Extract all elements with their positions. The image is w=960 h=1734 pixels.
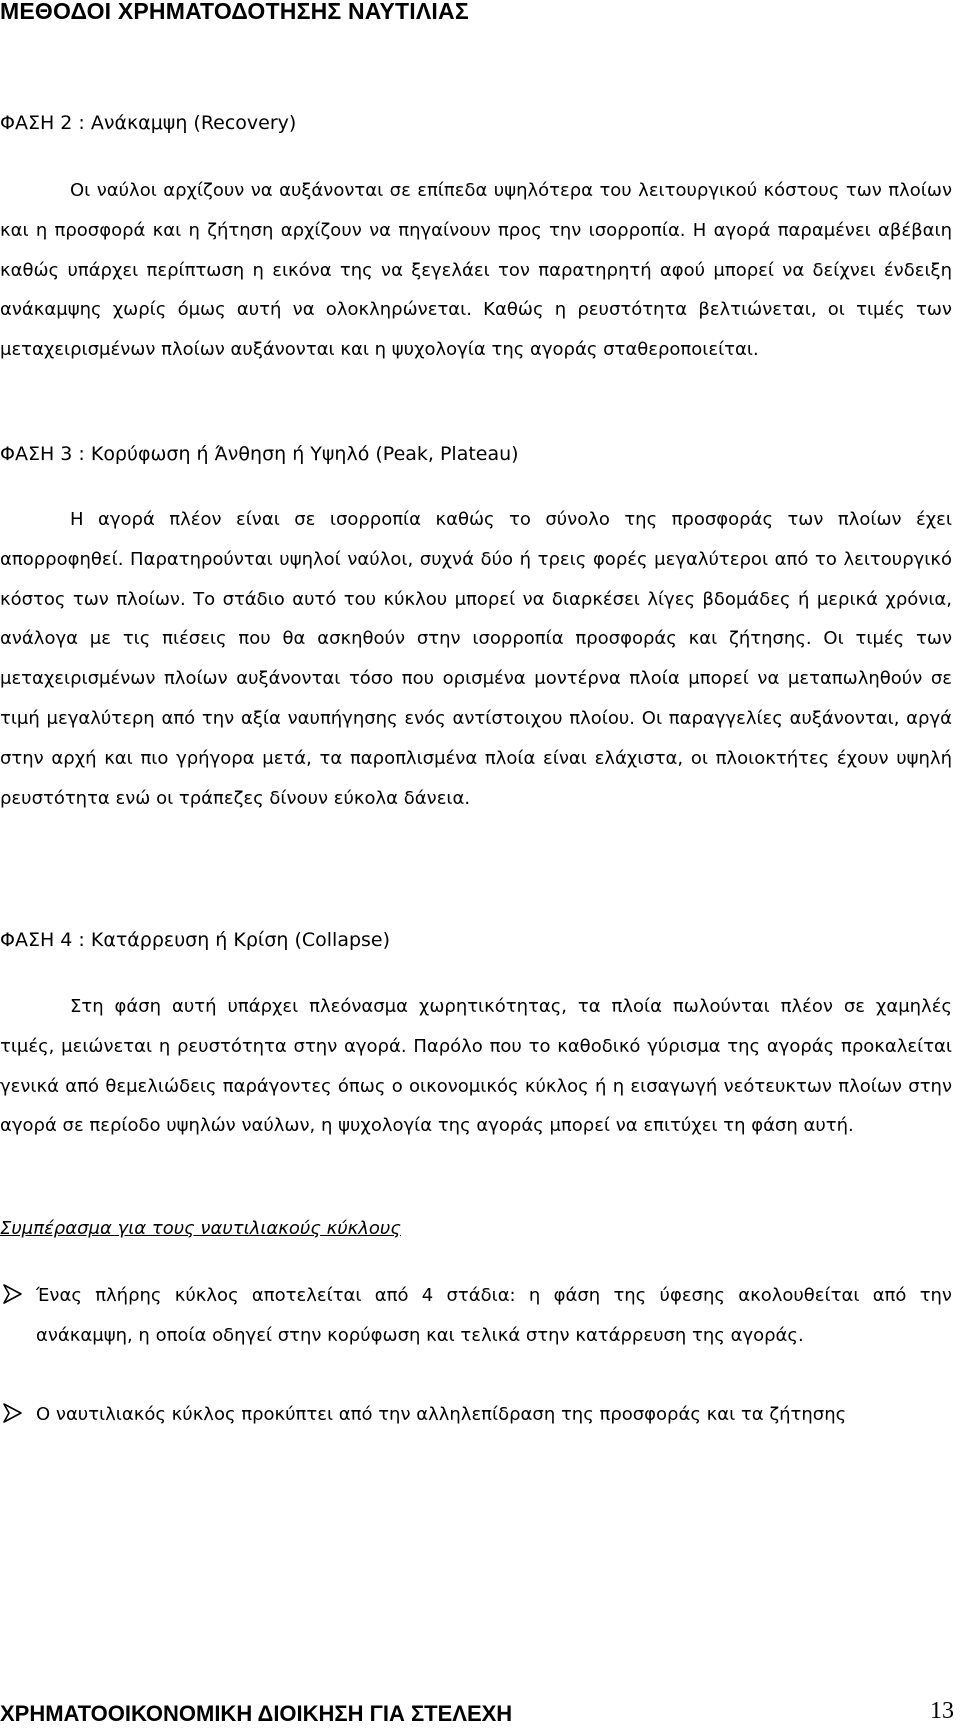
summary-title: Συμπέρασμα για τους ναυτιλιακούς κύκλους xyxy=(0,1218,401,1239)
running-header: ΜΕΘΟΔΟΙ ΧΡΗΜΑΤΟΔΟΤΗΣΗΣ ΝΑΥΤΙΛΙΑΣ xyxy=(0,0,469,24)
running-footer: ΧΡΗΜΑΤΟΟΙΚΟΝΟΜΙΚΗ ΔΙΟΙΚΗΣΗ ΓΙΑ ΣΤΕΛΕΧΗ xyxy=(0,1701,513,1726)
section-heading-phase-3: ΦΑΣΗ 3 : Κορύφωση ή Άνθηση ή Υψηλό (Peak, Plateau) xyxy=(0,443,519,465)
section-heading-phase-2: ΦΑΣΗ 2 : Ανάκαμψη (Recovery) xyxy=(0,112,297,134)
summary-bullet-text: Ένας πλήρης κύκλος αποτελείται από 4 στάδια: η φάση της ύφεσης ακολουθείται από την ανάκαμψη, η οποία οδηγεί στην κορύφωση και τελικά στην κατάρρευση της αγοράς. xyxy=(36,1285,952,1346)
page-number: 13 xyxy=(930,1698,954,1724)
arrowhead-bullet-icon xyxy=(0,1401,24,1425)
section-paragraph-phase-2: Οι ναύλοι αρχίζουν να αυξάνονται σε επίπεδα υψηλότερα του λειτουργικού κόστους των πλοίων και η προσφορά και η ζήτηση αρχίζουν να πηγαίνουν προς την ισορροπία. Η αγορά παραμένει αβέβαιη καθώς υπάρχει περίπτωση η εικόνα της να ξεγελάει τον παρατηρητή αφού μπορεί να δείχνει ένδειξη ανάκαμψης χωρίς όμως αυτή να ολοκληρώνεται. Καθώς η ρευστότητα βελτιώνεται, οι τιμές των μεταχειρισμένων πλοίων αυξάνονται και η ψυχολογία της αγοράς σταθεροποιείται. xyxy=(0,180,952,361)
summary-bullet xyxy=(0,1276,952,1356)
arrowhead-bullet-icon xyxy=(0,1282,24,1306)
summary-bullet xyxy=(0,1395,952,1435)
summary-bullet-text: Ο ναυτιλιακός κύκλος προκύπτει από την αλληλεπίδραση της προσφοράς και τα ζήτησης xyxy=(36,1404,847,1425)
section-paragraph-phase-4: Στη φάση αυτή υπάρχει πλεόνασμα χωρητικότητας, τα πλοία πωλούνται πλέον σε χαμηλές τιμές, μειώνεται η ρευστότητα στην αγορά. Παρόλο που το καθοδικό γύρισμα της αγοράς προκαλείται γενικά από θεμελιώδεις παράγοντες όπως ο οικονομικός κύκλος ή η εισαγωγή νεότευκτων πλοίων στην αγορά σε περίοδο υψηλών ναύλων, η ψυχολογία της αγοράς μπορεί να επιτύχει τη φάση αυτή. xyxy=(0,996,952,1137)
section-heading-phase-4: ΦΑΣΗ 4 : Κατάρρευση ή Κρίση (Collapse) xyxy=(0,929,391,951)
section-paragraph-phase-3: Η αγορά πλέον είναι σε ισορροπία καθώς το σύνολο της προσφοράς των πλοίων έχει απορροφηθεί. Παρατηρούνται υψηλοί ναύλοι, συχνά δύο ή τρεις φορές μεγαλύτεροι από το λειτουργικό κόστος των πλοίων. Το στάδιο αυτό του κύκλου μπορεί να διαρκέσει λίγες βδομάδες ή μερικά χρόνια, ανάλογα με τις πιέσεις που θα ασκηθούν στην ισορροπία προσφοράς και ζήτησης. Οι τιμές των μεταχειρισμένων πλοίων αυξάνονται τόσο που ορισμένα μοντέρνα πλοία μπορεί να μεταπωληθούν σε τιμή μεγαλύτερη από την αξία ναυπήγησης ενός αντίστοιχου πλοίου. Οι παραγγελίες αυξάνονται, αργά στην αρχή και πιο γρήγορα μετά, τα παροπλισμένα πλοία είναι ελάχιστα, οι πλοιοκτήτες έχουν υψηλή ρευστότητα ενώ οι τράπεζες δίνουν εύκολα δάνεια. xyxy=(0,509,952,809)
